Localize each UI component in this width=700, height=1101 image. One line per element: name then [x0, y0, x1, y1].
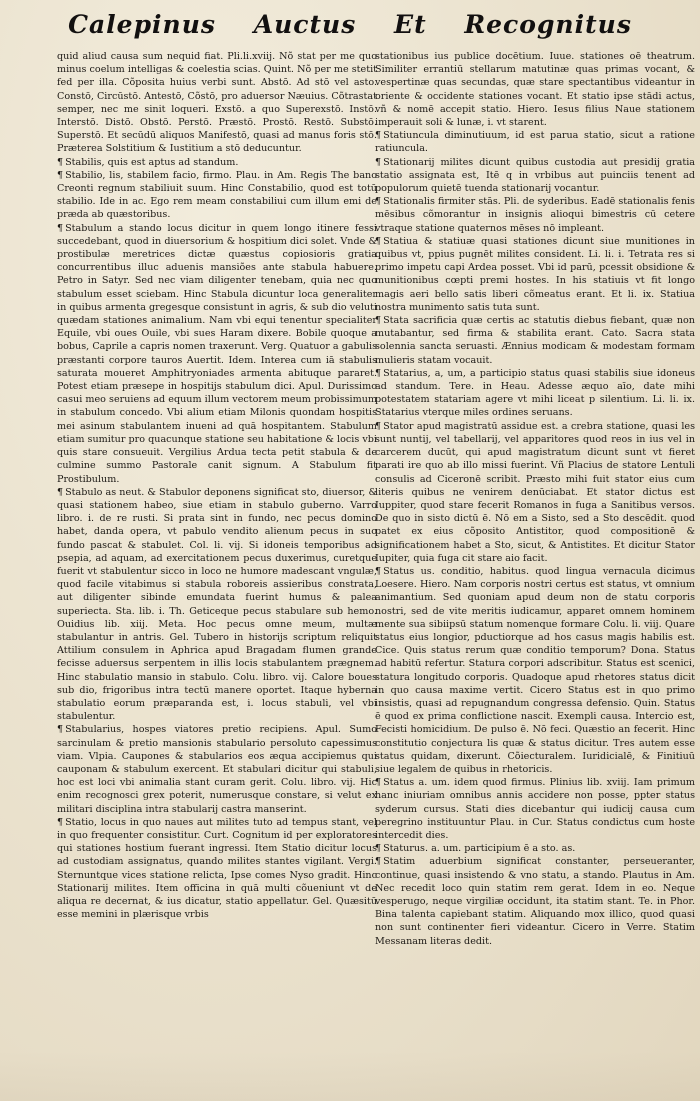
dictionary-entry: ¶ Stator apud magistratū assidue est. a crebra statione, quasi les sunt nuntij, vel tabellarij, vel apparitores quod reos in ius vel in carcerem ducūt, qui apud magistratum dicunt sunt vt fieret parati ire quo ab illo missi fuerint. Vñ Placius de statore Lentuli consulis ad Ciceronē scribit. Præsto mihi fuit stator eius cum literis quibus ne venirem denūciabat. Et stator dictus est Iuppiter, quod stare fecerit Romanos in fuga a Sanitibus versos. De quo in sisto dictū ē. Nō em a Sisto, sed a Sto descēdit. quod patet ex eius cõposito Antistitor, quod compositionē & significationem habet a Sto, sicut, & Antistites. Et dicitur Stator Iupiter, quia fuga cit stare aio facit.	[375, 420, 695, 565]
dictionary-entry: ¶ Stationarij milites dicunt quibus custodia aut presidij gratia statio assignata est, Itē q in vrbibus aut puinciis tenent ad populorum quietē tuenda stationarij vocantur.	[375, 156, 695, 196]
dictionary-entry: ¶ Stata sacrificia quæ certis ac statutis diebus fiebant, quæ non mutabantur, sed firma & stabilita erant. Cato. Sacra stata solennia sancta seruasti. Ænnius modicam & modestam formam mulieris statam vocauit.	[375, 314, 695, 367]
dictionary-entry: ¶ Statiuncula diminutiuum, id est parua statio, sicut a ratione ratiuncula.	[375, 129, 695, 155]
dictionary-entry: ¶ Staturus. a. um. participium ē a sto. as.	[375, 842, 695, 855]
dictionary-entry: ¶ Stabilio, lis, stabilem facio, firmo. Plau. in Am. Regis The bano Creonti regnum stabiliuit suum. Hinc Constabilio, quod est totū stabilio. Ide in ac. Ego rem meam constabiliui cum illum emi de præda ab quæstoribus.	[57, 169, 377, 222]
running-head-word: Recognitus	[464, 10, 632, 39]
dictionary-entry: ¶ Statarius, a, um, a participio status quasi stabilis siue idoneus ad standum. Tere. in Heau. Adesse æquo aīo, date mihi potestatem statariam agere vt mihi liceat p silentium. Li. li. ix. Statarius vterque miles ordines seruans.	[375, 367, 695, 420]
dictionary-entry: ¶ Stabilis, quis est aptus ad standum.	[57, 156, 377, 169]
dictionary-entry: ¶ Stabularius, hospes viatores pretio recipiens. Apul. Sumo sarcinulam & pretio mansionis stabulario persoluto capessimus viam. Vlpia. Caupones & stabularios eos æqua accipiemus qui cauponam & stabulum exercent. Et stabulari dicitur qui stabuli, hoc est loci vbi animalia stant curam gerit. Colu. libro. vij. Hic enim recognosci grex poterit, numerusque constare, si velut ex militari disciplina intra stabularij castra manserint.	[57, 723, 377, 815]
running-head-word: Calepinus	[68, 10, 216, 39]
dictionary-entry: ¶ Status a. um. idem quod firmus. Plinius lib. xviij. Iam primum hanc iniuriam omnibus annis accidere non posse, ppter status syderum cursus. Stati dies dicebantur qui iudicij causa cum peregrino instituuntur Plau. in Cur. Status condictus cum hoste intercedit dies.	[375, 776, 695, 842]
dictionary-entry: ¶ Statiua & statiuæ quasi stationes dicunt siue munitiones in quibus vt, ppius pugnēt milites consident. Li. li. i. Tetrata res si primo impetu capi Ardea posset. Vbi id parū, pcessit obsidione & munitionibus cœpti premi hostes. In his statiuis vt fit longo magis aeri bello satis liberi cõmeatus erant. Et li. ix. Statiua nostra munimento satis tuta sunt.	[375, 235, 695, 314]
dictionary-entry: ¶ Stationalis firmiter stās. Pli. de syderibus. Eadē stationalis fenis mēsibus cõmorantur in insignis alioqui bimestris cū cetere vtraque statione quaternos mēses nō impleant.	[375, 195, 695, 235]
paragraph: quid aliud causa sum nequid fiat. Pli.li.xviij. Nõ stat per me quo minus coelum intelligas & coelestia scias. Quint. Nõ per me stetit fed per illa. Cõposita huius verbi sunt. Abstō. Ad stō vel asto. Constō, Circūstō. Antestō, Cõstō, pro aduersor Næuius. Cõtrastat semper, nec me sinit loqueri. Exstō. a quo Superexstō. Instō. Interstō. Distō. Obstō. Perstō. Præstō. Prostō. Restō. Substō. Superstō. Et secūdū aliquos Manifestō, quasi ad manus foris stō. Præterea Solstitium & Iustitium a stō deducuntur.	[57, 51, 377, 155]
running-head	[0, 10, 700, 46]
dictionary-entry: ¶ Statio, locus in quo naues aut milites tuto ad tempus stant, vel in quo frequenter consistitur. Curt. Cognitum id per exploratores qui stationes hostium fuerant ingressi. Item Statio dicitur locus ad custodiam assignatus, quando milites stantes vigilant. Vergi. Sternuntque vices statione relicta, Ipse comes Nyso gradit. Hinc Stationarij milites. Item officina in quā multi cõueniunt vt de aliqua re decernat, & ius dicatur, statio appellatur. Gel. Quæsitū esse memini in plærisque vrbis	[57, 816, 377, 922]
paragraph: stationibus ius publice docētium. Iuue. stationes oē theatrum. Similiter errantiū stellarum matutinæ quas primas vocant, & vespertinæ quas secundas, quæ stare spectantibus videantur in oriente & occidente stationes vocant. Et statio ipse stādi actus, vñ & nomē accepit statio. Hiero. Iesus filius Naue stationem imperauit soli & lunæ, i. vt starent.	[375, 51, 695, 129]
dictionary-entry: ¶ Stabulum a stando locus dicitur in quem longo itinere fessi succedebant, quod in diuersorium & hospitium dici solet. Vnde & prostibulæ meretrices dictæ quæstus copiosioris gratia concurrentibus illuc aduenis mansiões ante stabula habuere. Petro in Satyr. Sed nec viam diligenter tenebam, quia nec quo stabulum esset sciebam. Hinc Stabula dicuntur loca generaliter in quibus armenta gregesque consistunt in agris, & sub dio veluti quædam stationes animalium. Nam vbi equi tenentur specialiter Equile, vbi oues Ouile, vbi sues Haram dixere. Bobile quoque a bobus, Caprile a capris nomen traxerunt. Verg. Quatuor a gabulis præstanti corpore tauros Auertit. Idem. Interea cum iā stabulis saturata moueret Amphitryoniades armenta abituque pararet. Potest etiam præsepe in hospitijs stabulum dici. Apul. Durissimo casui meo seruiens ad equum illum vectorem meum probissimum in stabulum concedo. Vbi alium etiam Milonis quondam hospitis mei asinum stabulantem inueni ad quā hospitantem. Stabulum etiam sumitur pro quacunque statione seu habitatione & locis vbi quis stare consueuit. Vergilius Ardua tecta petit stabula & de culmine summo Pastorale canit signum. A Stabulum fit Prostibulum.	[57, 222, 377, 486]
dictionary-entry: ¶ Status us. conditio, habitus. quod lingua vernacula dicimus Loesere. Hiero. Nam corporis nostri certus est status, vt omnium animantium. Sed quoniam apud deum non de statu corporis nostri, sed de vite meritis iudicamur, apparet omnem hominem mente sua sibiipsū statum nomenque formare Colu. li. viij. Quare status eius longior, pductiorque ad hos casus magis habilis est. Cice. Quis status rerum quæ conditio temporum? Dona. Status ad habitū refertur. Statura corpori adscribitur. Status est scenici, statura longitudo corporis. Quadoque apud rhetores status dicit in quo causa maxime vertit. Cicero Status est in quo primo insistis, quasi ad repugnandum congressa defensio. Quin. Status ē quod ex prima conflictione nascit. Exempli causa. Intercio est, Fecisti homicidium. De pulso ē. Nō feci. Quæstio an fecerit. Hinc constitutio conjectura lis quæ & status dicitur. Tres autem esse status quidam, dixerunt. Cõiecturalem. Iuridicialē, & Finitiuū siue legalem de quibus in rhetoricis.	[375, 565, 695, 776]
running-head-word: Et	[394, 10, 427, 39]
running-head-word: Auctus	[253, 10, 357, 39]
page-shadow	[0, 1051, 700, 1101]
left-column	[57, 50, 377, 1050]
dictionary-entry: ¶ Statim aduerbium significat constanter, perseueranter, continue, quasi insistendo & vno statu, a stando. Plautus in Am. Nec recedit loco quin statim rem gerat. Idem in eo. Neque vesperugo, neque virgiliæ occidunt, ita statim stant. Te. in Phor. Bina talenta capiebant statim. Aliquando mox illico, quod quasi non sunt continenter fieri videantur. Cicero in Verre. Statim Messanam literas dedit.	[375, 855, 695, 947]
right-column	[375, 50, 695, 1050]
dictionary-entry: ¶ Stabulo as neut. & Stabulor deponens significat sto, diuersor, & quasi stationem habeo, siue etiam in stabulo guberno. Varro libro. i. de re rusti. Si prata sint in fundo, nec pecus domino habet, danda opera, vt pabulo vendito alienum pecus in suo fundo pascat & stabulet. Col. li. vij. Si idoneis temporibus ad psepia, ad aquam, ad exercitationem pecus duxerimus, curetque fuerit vt stabulentur sicco in loco ne humore madescant vngulæ, quod facile vitabimus si stabula roboreis assieribus constrata, aut diligenter sibinde emundata fuerint humus & palea superiecta. Sta. lib. i. Th. Geticeque pecus stabulare sub hemo. Ouidius lib. xiij. Meta. Hoc pecus omne meum, multæ stabulantur in antris. Gel. Tubero in historijs scriptum reliquit Attilium consulem in Aphrica apud Bragadam flumen grande fecisse aduersus serpentem in illis locis stabulantem prægnem. Hinc stabulatio mansio in stabulo. Colu. libro. vij. Calore boues sub dio, frigoribus intra tectū manere oportet. Itaque hyberna stabulatio eorum præparanda est, i. locus stabuli, vel vbi stabulentur.	[57, 486, 377, 724]
